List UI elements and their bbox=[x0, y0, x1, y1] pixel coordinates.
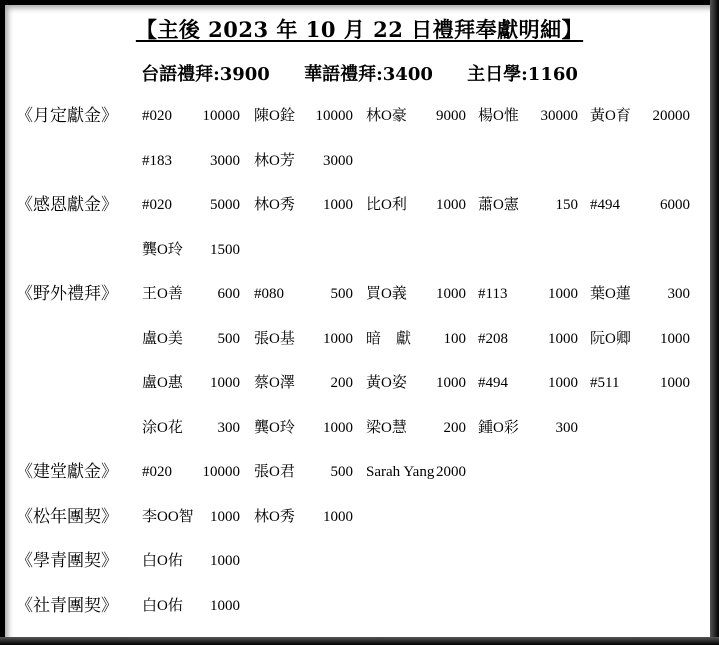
donation-amount: 300 bbox=[667, 286, 690, 302]
donor-name: Sarah Yang bbox=[366, 464, 435, 480]
donation-amount: 1000 bbox=[548, 330, 578, 347]
summary-huayu: 華語禮拜:3400 bbox=[304, 64, 433, 85]
donor-name: 蔡O澤 bbox=[254, 375, 295, 391]
donor-name: #020 bbox=[142, 464, 172, 480]
donor-name: #113 bbox=[478, 286, 508, 302]
donation-amount: 300 bbox=[217, 419, 240, 436]
donor-name: 葉O蓮 bbox=[590, 286, 631, 302]
donor-name: #020 bbox=[142, 197, 172, 213]
donation-amount: 1000 bbox=[660, 330, 690, 347]
category-label: 《松年團契》 bbox=[16, 506, 118, 527]
donation-amount: 10000 bbox=[202, 108, 240, 124]
donor-name: 白O佑 bbox=[142, 553, 183, 569]
donation-amount: 30000 bbox=[540, 108, 578, 124]
category-label: 《建堂獻金》 bbox=[16, 462, 118, 482]
donation-amount: 3000 bbox=[210, 152, 240, 169]
category-label: 《野外禮拜》 bbox=[16, 284, 118, 304]
donor-name: 龔O玲 bbox=[254, 419, 295, 436]
page-title-text: 【主後 2023 年 10 月 22 日禮拜奉獻明細】 bbox=[135, 17, 584, 42]
donor-name: 白O佑 bbox=[142, 597, 183, 614]
donation-amount: 1000 bbox=[210, 597, 240, 614]
donor-name: 蕭O憲 bbox=[478, 197, 519, 213]
donation-amount: 1000 bbox=[660, 375, 690, 391]
donation-amount: 1000 bbox=[323, 330, 353, 347]
donor-name: #020 bbox=[142, 108, 172, 124]
donation-amount: 600 bbox=[217, 286, 240, 302]
donation-amount: 1000 bbox=[323, 419, 353, 436]
donation-amount: 20000 bbox=[652, 108, 690, 124]
donor-name: 楊O惟 bbox=[478, 108, 519, 124]
donor-name: 黃O育 bbox=[590, 108, 631, 124]
donor-name: 比O利 bbox=[366, 197, 407, 213]
donation-amount: 200 bbox=[443, 419, 466, 436]
frame-shadow-bottom bbox=[0, 637, 719, 645]
donor-name: 盧O美 bbox=[142, 330, 183, 347]
donation-amount: 1000 bbox=[210, 553, 240, 569]
donor-name: 阮O卿 bbox=[590, 330, 631, 347]
category-label: 《感恩獻金》 bbox=[16, 195, 118, 215]
donation-amount: 2000 bbox=[436, 464, 466, 480]
donor-name: #183 bbox=[142, 152, 172, 169]
donation-amount: 1000 bbox=[323, 508, 353, 525]
donation-amount: 10000 bbox=[315, 108, 353, 124]
donation-amount: 10000 bbox=[202, 464, 240, 480]
donor-name: 李OO智 bbox=[142, 508, 194, 525]
donor-name: 黃O姿 bbox=[366, 375, 407, 391]
donor-name: 買O義 bbox=[366, 286, 407, 302]
donor-name: 盧O惠 bbox=[142, 375, 183, 391]
donation-amount: 500 bbox=[330, 286, 353, 302]
donation-amount: 500 bbox=[330, 464, 353, 480]
donation-amount: 500 bbox=[217, 330, 240, 347]
donation-amount: 6000 bbox=[660, 197, 690, 213]
donor-name: 陳O銓 bbox=[254, 108, 295, 124]
donation-amount: 1500 bbox=[210, 241, 240, 258]
donor-name: 王O善 bbox=[142, 286, 183, 302]
page-title bbox=[0, 14, 719, 44]
donor-name: 涂O花 bbox=[142, 419, 183, 436]
donation-amount: 200 bbox=[330, 375, 353, 391]
donor-name: 林O芳 bbox=[254, 152, 295, 169]
donation-amount: 1000 bbox=[436, 197, 466, 213]
donation-amount: 3000 bbox=[323, 152, 353, 169]
donation-amount: 5000 bbox=[210, 197, 240, 213]
donation-amount: 1000 bbox=[323, 197, 353, 213]
donor-name: 林O豪 bbox=[366, 108, 407, 124]
donation-amount: 150 bbox=[555, 197, 578, 213]
donation-amount: 1000 bbox=[548, 286, 578, 302]
donor-name: #208 bbox=[478, 330, 508, 347]
donor-name: 張O君 bbox=[254, 464, 295, 480]
donor-name: 梁O慧 bbox=[366, 419, 407, 436]
donor-name: 林O秀 bbox=[254, 508, 295, 525]
donation-amount: 1000 bbox=[210, 508, 240, 525]
donation-amount: 1000 bbox=[436, 375, 466, 391]
donation-amount: 9000 bbox=[436, 108, 466, 124]
donor-name: 林O秀 bbox=[254, 197, 295, 213]
donor-name: #511 bbox=[590, 375, 620, 391]
donation-amount: 1000 bbox=[436, 286, 466, 302]
donor-name: #494 bbox=[590, 197, 620, 213]
attendance-summary bbox=[0, 60, 719, 86]
donor-name: 鍾O彩 bbox=[478, 419, 519, 436]
category-label: 《月定獻金》 bbox=[16, 106, 118, 126]
donor-name: #494 bbox=[478, 375, 508, 391]
donation-amount: 1000 bbox=[210, 375, 240, 391]
donor-name: 暗 獻 bbox=[366, 330, 412, 347]
donation-amount: 100 bbox=[443, 330, 466, 347]
category-label: 《學青團契》 bbox=[16, 551, 118, 571]
donor-name: 張O基 bbox=[254, 330, 295, 347]
donor-name: #080 bbox=[254, 286, 284, 302]
summary-sunday-school: 主日學:1160 bbox=[467, 64, 578, 85]
donation-amount: 1000 bbox=[548, 375, 578, 391]
summary-taiyu: 台語禮拜:3900 bbox=[141, 64, 270, 85]
category-label: 《社青團契》 bbox=[16, 595, 118, 616]
donation-amount: 300 bbox=[555, 419, 578, 436]
frame-shadow-right bbox=[710, 0, 719, 645]
donor-name: 龔O玲 bbox=[142, 241, 183, 258]
